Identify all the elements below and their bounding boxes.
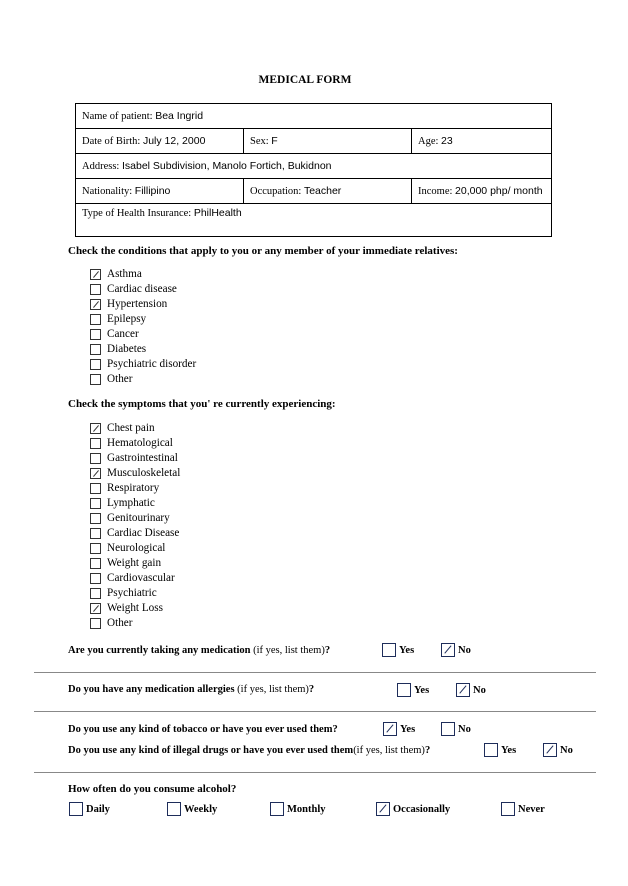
- symptoms-list: [90, 421, 180, 631]
- nationality-value: Fillipino: [134, 185, 171, 197]
- allergies-no-option[interactable]: No: [456, 683, 486, 697]
- symptom-label: Psychiatric: [107, 587, 157, 599]
- condition-checkbox[interactable]: [90, 269, 101, 280]
- dob-cell: Date of Birth: July 12, 2000: [76, 129, 244, 154]
- symptom-item[interactable]: [90, 541, 180, 556]
- occupation-cell: Occupation: Teacher: [244, 179, 412, 204]
- alcohol-never-checkbox[interactable]: [501, 802, 515, 816]
- symptom-label: Respiratory: [107, 482, 160, 494]
- symptom-item[interactable]: [90, 511, 180, 526]
- symptom-label: Cardiovascular: [107, 572, 175, 584]
- condition-label: Cancer: [107, 328, 139, 340]
- symptom-item[interactable]: [90, 466, 180, 481]
- symptom-label: Musculoskeletal: [107, 467, 181, 479]
- symptom-item[interactable]: [90, 436, 180, 451]
- symptom-checkbox[interactable]: [90, 573, 101, 584]
- drugs-no-checkbox[interactable]: [543, 743, 557, 757]
- drugs-yes-checkbox[interactable]: [484, 743, 498, 757]
- symptom-checkbox[interactable]: [90, 453, 101, 464]
- condition-checkbox[interactable]: [90, 374, 101, 385]
- alcohol-heading: How often do you consume alcohol?: [68, 783, 237, 795]
- address-cell: Address: Isabel Subdivision, Manolo Fortich, Bukidnon: [76, 154, 552, 179]
- symptom-label: Cardiac Disease: [107, 527, 180, 539]
- symptom-label: Weight Loss: [107, 602, 163, 614]
- allergies-no-checkbox[interactable]: [456, 683, 470, 697]
- condition-item[interactable]: [90, 372, 196, 387]
- allergies-yes-option[interactable]: Yes: [397, 683, 429, 697]
- patient-name-value: Bea Ingrid: [155, 110, 204, 122]
- symptom-label: Lymphatic: [107, 497, 155, 509]
- alcohol-option-weekly[interactable]: Weekly: [167, 802, 217, 816]
- symptom-item[interactable]: [90, 586, 180, 601]
- alcohol-weekly-checkbox[interactable]: [167, 802, 181, 816]
- condition-item[interactable]: [90, 282, 196, 297]
- condition-item[interactable]: [90, 267, 196, 282]
- condition-item[interactable]: [90, 357, 196, 372]
- medication-no-option[interactable]: No: [441, 643, 471, 657]
- divider: [34, 772, 596, 773]
- alcohol-option-daily[interactable]: Daily: [69, 802, 110, 816]
- symptoms-heading: Check the symptoms that you' re currently experiencing:: [68, 398, 336, 410]
- condition-label: Hypertension: [107, 298, 168, 310]
- symptom-checkbox[interactable]: [90, 558, 101, 569]
- symptom-item[interactable]: [90, 526, 180, 541]
- condition-checkbox[interactable]: [90, 299, 101, 310]
- condition-label: Diabetes: [107, 343, 147, 355]
- divider: [34, 672, 596, 673]
- condition-checkbox[interactable]: [90, 344, 101, 355]
- divider: [34, 711, 596, 712]
- conditions-list: [90, 267, 196, 387]
- symptom-item[interactable]: [90, 421, 180, 436]
- symptom-checkbox[interactable]: [90, 618, 101, 629]
- symptom-checkbox[interactable]: [90, 528, 101, 539]
- symptom-checkbox[interactable]: [90, 423, 101, 434]
- symptom-checkbox[interactable]: [90, 588, 101, 599]
- age-cell: Age: 23: [412, 129, 552, 154]
- insurance-value: PhilHealth: [193, 207, 242, 219]
- tobacco-no-option[interactable]: No: [441, 722, 471, 736]
- condition-item[interactable]: [90, 297, 196, 312]
- income-value: 20,000 php/ month: [455, 185, 543, 197]
- symptom-checkbox[interactable]: [90, 468, 101, 479]
- drugs-yes-option[interactable]: Yes: [484, 743, 516, 757]
- occupation-value: Teacher: [303, 185, 342, 197]
- condition-label: Cardiac disease: [107, 283, 177, 295]
- symptom-item[interactable]: [90, 571, 180, 586]
- condition-checkbox[interactable]: [90, 314, 101, 325]
- allergies-question: Do you have any medication allergies (if yes, list them)?: [68, 684, 315, 695]
- medication-yes-checkbox[interactable]: [382, 643, 396, 657]
- form-title: MEDICAL FORM: [258, 74, 352, 86]
- symptom-label: Genitourinary: [107, 512, 170, 524]
- symptom-label: Neurological: [107, 542, 166, 554]
- condition-item[interactable]: [90, 342, 196, 357]
- symptom-item[interactable]: [90, 451, 180, 466]
- tobacco-no-checkbox[interactable]: [441, 722, 455, 736]
- symptom-checkbox[interactable]: [90, 438, 101, 449]
- alcohol-option-monthly[interactable]: Monthly: [270, 802, 326, 816]
- tobacco-question: Do you use any kind of tobacco or have you ever used them?: [68, 724, 338, 735]
- alcohol-occasionally-checkbox[interactable]: [376, 802, 390, 816]
- medication-question: Are you currently taking any medication (if yes, list them)?: [68, 645, 331, 656]
- allergies-yes-checkbox[interactable]: [397, 683, 411, 697]
- nationality-cell: Nationality: Fillipino: [76, 179, 244, 204]
- symptom-checkbox[interactable]: [90, 543, 101, 554]
- sex-value: F: [271, 135, 278, 147]
- condition-checkbox[interactable]: [90, 359, 101, 370]
- patient-name-cell: Name of patient: Bea Ingrid: [76, 104, 552, 129]
- alcohol-option-occasionally[interactable]: Occasionally: [376, 802, 450, 816]
- medication-no-checkbox[interactable]: [441, 643, 455, 657]
- condition-checkbox[interactable]: [90, 284, 101, 295]
- symptom-checkbox[interactable]: [90, 483, 101, 494]
- symptom-checkbox[interactable]: [90, 603, 101, 614]
- symptom-label: Gastrointestinal: [107, 452, 178, 464]
- condition-label: Asthma: [107, 268, 142, 280]
- symptom-item[interactable]: [90, 601, 180, 616]
- drugs-no-option[interactable]: No: [543, 743, 573, 757]
- symptom-item[interactable]: [90, 556, 180, 571]
- age-value: 23: [441, 135, 453, 147]
- symptom-label: Hematological: [107, 437, 173, 449]
- condition-item[interactable]: [90, 312, 196, 327]
- alcohol-daily-checkbox[interactable]: [69, 802, 83, 816]
- symptom-item[interactable]: [90, 616, 180, 631]
- condition-checkbox[interactable]: [90, 329, 101, 340]
- condition-label: Epilepsy: [107, 313, 147, 325]
- symptom-label: Chest pain: [107, 422, 155, 434]
- tobacco-yes-option[interactable]: Yes: [383, 722, 415, 736]
- condition-label: Psychiatric disorder: [107, 358, 197, 370]
- drugs-question: Do you use any kind of illegal drugs or have you ever used them(if yes, list them)?: [68, 745, 431, 756]
- dob-value: July 12, 2000: [142, 135, 206, 147]
- tobacco-yes-checkbox[interactable]: [383, 722, 397, 736]
- income-cell: Income: 20,000 php/ month: [412, 179, 552, 204]
- symptom-label: Other: [107, 617, 133, 629]
- alcohol-monthly-checkbox[interactable]: [270, 802, 284, 816]
- insurance-cell: Type of Health Insurance: PhilHealth: [76, 204, 552, 237]
- alcohol-option-never[interactable]: Never: [501, 802, 545, 816]
- condition-label: Other: [107, 373, 133, 385]
- symptom-label: Weight gain: [107, 557, 162, 569]
- patient-info-table: [75, 103, 552, 237]
- symptom-checkbox[interactable]: [90, 513, 101, 524]
- medication-yes-option[interactable]: Yes: [382, 643, 414, 657]
- symptom-item[interactable]: [90, 481, 180, 496]
- symptom-item[interactable]: [90, 496, 180, 511]
- conditions-heading: Check the conditions that apply to you or any member of your immediate relatives:: [68, 245, 458, 257]
- symptom-checkbox[interactable]: [90, 498, 101, 509]
- condition-item[interactable]: [90, 327, 196, 342]
- address-value: Isabel Subdivision, Manolo Fortich, Bukidnon: [121, 160, 332, 172]
- sex-cell: Sex: F: [244, 129, 412, 154]
